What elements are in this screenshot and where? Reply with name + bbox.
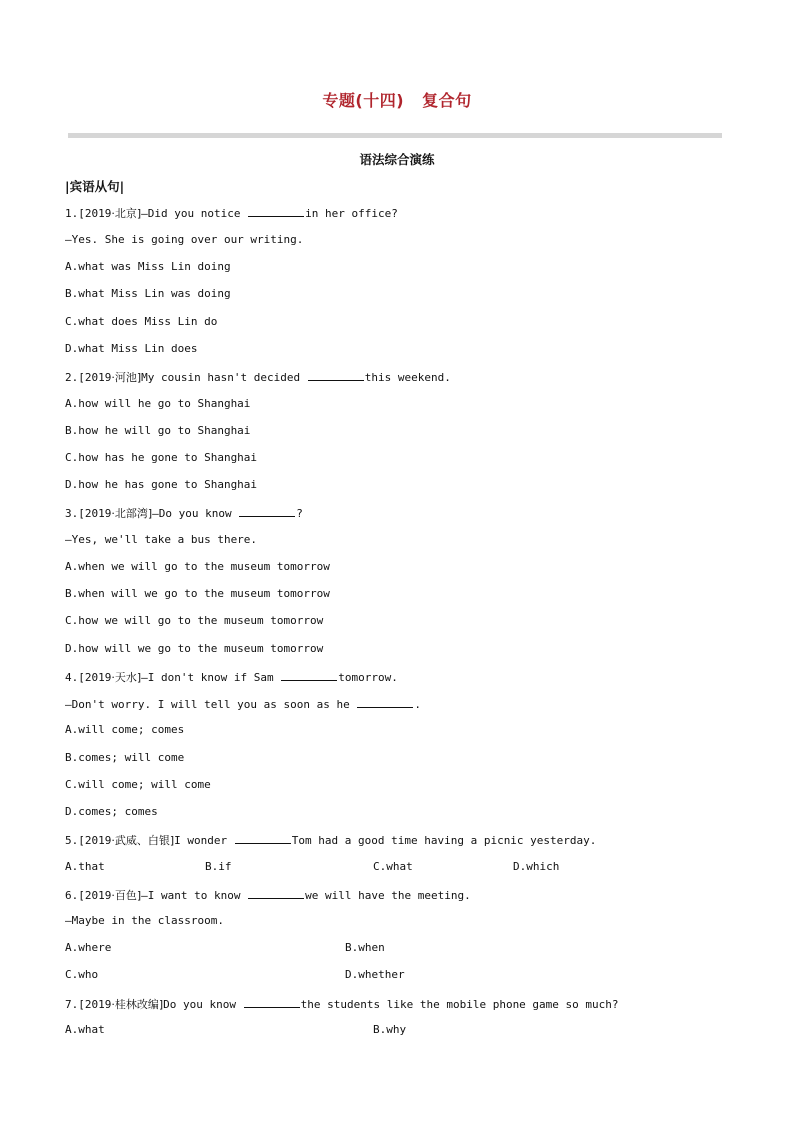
question-6 [65,887,471,903]
title-topic: 专题(十四) [322,91,405,110]
option: D.how he has gone to Shanghai [65,478,258,491]
subtitle: 语法综合演练 [359,152,435,167]
dot: · [111,507,115,520]
dot: · [111,371,115,384]
question-7 [65,996,619,1012]
question-3 [65,505,303,521]
answer-blank [308,369,364,381]
question-text: Do you know [163,998,243,1011]
title-subject: 复合句 [422,91,472,110]
option: B.how he will go to Shanghai [65,424,251,437]
page-title [0,88,794,111]
option: B.when will we go to the museum tomorrow [65,587,330,600]
option: C.what [373,860,413,873]
reply: —Yes, we'll take a bus there. [65,533,258,546]
question-text: in her office? [305,207,398,220]
option: C.who [65,968,99,981]
option: D.what Miss Lin does [65,342,198,355]
question-5 [65,832,596,848]
question-source: 武威、白银] [114,834,175,847]
dot: · [111,889,115,902]
question-source: 百色] [114,889,142,902]
question-source: 天水] [114,671,142,684]
dot: · [111,998,115,1011]
option: A.that [65,860,105,873]
section-heading: |宾语从句| [65,179,125,194]
answer-blank [357,696,413,708]
option: A.what [65,1023,105,1036]
question-text: ? [296,507,303,520]
question-4 [65,669,398,685]
option: A.what was Miss Lin doing [65,260,231,273]
question-number: 7.[2019 [65,998,112,1011]
question-number: 5.[2019 [65,834,112,847]
question-source: 北部湾] [114,507,153,520]
reply [65,696,421,712]
question-text: —Do you know [152,507,239,520]
divider [68,133,722,138]
reply: —Maybe in the classroom. [65,914,224,927]
question-text: —Did you notice [141,207,248,220]
question-2 [65,369,451,385]
answer-blank [248,887,304,899]
option: A.where [65,941,112,954]
question-text: this weekend. [364,371,451,384]
question-number: 3.[2019 [65,507,112,520]
reply-text: —Don't worry. I will tell you as soon as he [65,698,357,711]
question-text: the students like the mobile phone game so much? [300,998,619,1011]
option: C.how we will go to the museum tomorrow [65,614,324,627]
question-text: we will have the meeting. [305,889,471,902]
dot: · [111,834,115,847]
question-number: 2.[2019 [65,371,112,384]
answer-blank [244,996,300,1008]
answer-blank [235,832,291,844]
question-source: 桂林改编] [114,998,164,1011]
option: B.comes; will come [65,751,185,764]
option: D.how will we go to the museum tomorrow [65,642,324,655]
option: C.will come; will come [65,778,211,791]
question-number: 6.[2019 [65,889,112,902]
question-number: 1.[2019 [65,207,112,220]
option: C.what does Miss Lin do [65,315,218,328]
question-source: 河池] [114,371,142,384]
option: B.why [373,1023,407,1036]
answer-blank [281,669,337,681]
question-text: tomorrow. [338,671,398,684]
answer-blank [248,205,304,217]
question-number: 4.[2019 [65,671,112,684]
question-text: My cousin hasn't decided [141,371,307,384]
dot: · [111,207,115,220]
question-text: —I don't know if Sam [141,671,281,684]
question-text: Tom had a good time having a picnic yesterday. [291,834,597,847]
option: A.will come; comes [65,723,185,736]
option: B.what Miss Lin was doing [65,287,231,300]
question-text: —I want to know [141,889,248,902]
option: B.if [205,860,232,873]
option: A.when we will go to the museum tomorrow [65,560,330,573]
reply: —Yes. She is going over our writing. [65,233,304,246]
option: D.comes; comes [65,805,158,818]
dot: · [111,671,115,684]
question-1 [65,205,398,221]
option: D.which [513,860,560,873]
reply-text: . [414,698,422,711]
option: A.how will he go to Shanghai [65,397,251,410]
option: D.whether [345,968,405,981]
question-text: I wonder [174,834,234,847]
question-source: 北京] [114,207,142,220]
option: B.when [345,941,385,954]
option: C.how has he gone to Shanghai [65,451,258,464]
answer-blank [239,505,295,517]
